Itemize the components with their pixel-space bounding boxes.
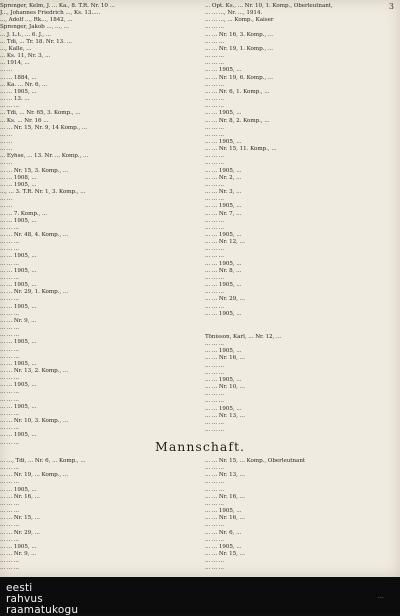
entry-line: ... ... 1905, ... <box>0 432 37 439</box>
entry-line: ... ... ... <box>205 398 225 405</box>
entry-line: ... ... ... <box>0 396 20 403</box>
entry-line: ... ... ... <box>205 419 225 426</box>
entry-line: ... ... 1905, ... <box>205 67 242 74</box>
entry-line: ... ... ... <box>0 522 20 529</box>
entry-line: ... ... 1905, ... <box>205 203 242 210</box>
right-column-upper-entries <box>205 3 395 318</box>
entry-line: ... ... ... <box>205 103 225 110</box>
entry-line: ... ... ... <box>205 131 225 138</box>
entry-line: ... ... <box>0 203 13 210</box>
entry-line: ... ... ... <box>205 500 225 507</box>
entry-line: ... ... ... <box>205 217 225 224</box>
entry-line: ... ... 1905, ... <box>205 508 242 515</box>
entry-line: ... ... ... <box>205 522 225 529</box>
entry-line: ... ... Nr. 12, ... <box>205 239 245 246</box>
entry-line: ... ... Nr. 29, ... <box>205 296 245 303</box>
entry-line: ... ... Nr. 13, ... <box>205 412 245 419</box>
entry-line: ... ... Nr. 8, 2. Komp., ... <box>205 117 270 124</box>
entry-line: ... ... ... <box>0 479 20 486</box>
entry-line: ... ... Nr. 19, 1. Komp., ... <box>205 45 274 52</box>
entry-line: ... ... 1905, ... <box>0 403 37 410</box>
entry-line: ... ... ... <box>0 325 20 332</box>
entry-line: ... ... 1905, ... <box>0 267 37 274</box>
entry-line: ... ... Nr. 6, ... <box>205 529 242 536</box>
entry-line: ... ... ... <box>205 181 225 188</box>
entry-line: ... ... 1905, ... <box>205 260 242 267</box>
entry-line: ... ... 7. Komp., ... <box>0 210 48 217</box>
page-number: 3 <box>388 2 394 11</box>
entry-line: ... ... <box>0 138 13 145</box>
entry-line: ... ... <box>0 146 13 153</box>
entry-line: ... ... 1905, ... <box>205 282 242 289</box>
entry-line: ... ... 1905, ... <box>205 110 242 117</box>
entry-line: ... ... Nr. 15, ... Komp., Oberleutnant <box>205 458 306 464</box>
entry-line: ... ... ..., ... Komp., Kaiser <box>205 17 274 24</box>
entry-line: ... ... 1905, ... <box>0 253 37 260</box>
section-heading: Mannschaft. <box>155 439 245 454</box>
entry-line: ..., ... 3. T.R. Nr. 1, 3. Komp., ... <box>0 189 86 196</box>
entry-line: ... ... Nr. 9, ... <box>0 317 37 324</box>
entry-line: ... ... ... <box>205 479 225 486</box>
entry-line: ... ... 1905, ... <box>0 543 37 550</box>
entry-line: ... ... ... <box>0 353 20 360</box>
entry-line: ... ... 1905, ... <box>0 303 37 310</box>
entry-line: ... ... Nr. 16, 3. Komp., ... <box>205 31 274 38</box>
footer-note: ... <box>377 592 384 600</box>
entry-line: ... ... ... <box>205 558 225 565</box>
entry-line: ... ..., Tdi, ... Nr. 6, ... Komp., ... <box>0 458 86 464</box>
entry-line: ... ... ... <box>0 224 20 231</box>
entry-line: ... Tdi, ... Tr. 18. Nr. 13. ... <box>0 38 72 45</box>
entry-line: ... ... ... <box>0 465 20 472</box>
entry-line: ... ... ... <box>0 274 20 281</box>
right-column-lower-entries <box>205 334 395 434</box>
entry-line: ... ... ... <box>205 565 225 572</box>
entry-line: ... ... 1905, ... <box>205 167 242 174</box>
entry-line: ... ... ... <box>0 565 20 572</box>
entry-line: ... Ka. ... Nr. 6, ... <box>0 81 48 88</box>
entry-line: ... ... ... <box>205 153 225 160</box>
entry-line: ... ... ... <box>205 124 225 131</box>
entry-line: Tönisson, Karl, ... Nr. 12, ... <box>205 334 282 340</box>
entry-line: ... ... 1908, ... <box>0 174 37 181</box>
entry-line: ... 1914, ... <box>0 60 30 67</box>
entry-line: ... ... ... <box>0 410 20 417</box>
left-column-entries <box>0 3 193 447</box>
entry-line: ... ... 1905, ... <box>205 310 242 317</box>
entry-line: ... ... Nr. 19, 6. Komp., ... <box>205 74 274 81</box>
entry-line: ... ... Nr. 16, ... <box>0 493 40 500</box>
entry-line: ... ... ... <box>205 536 225 543</box>
entry-line: ... ... 1905, ... <box>0 486 37 493</box>
entry-line: ... ... ... <box>205 427 225 434</box>
entry-line: ... ... Nr. 15, 3. Komp., ... <box>0 167 69 174</box>
entry-line: ... ... ... <box>0 260 20 267</box>
entry-line: ... ... ... <box>205 160 225 167</box>
entry-line: ... ... 1905, ... <box>205 232 242 238</box>
entry-line: ... ... Nr. 10, ... <box>205 384 245 391</box>
entry-line: ... ... ... <box>205 391 225 398</box>
entry-line: ... ... ... <box>205 369 225 376</box>
logo-line-1: eesti <box>6 582 33 594</box>
entry-line: ... ... ... <box>0 375 20 382</box>
viewer-footer <box>0 577 400 616</box>
entry-line: ... ... Nr. 9, ... <box>0 551 37 558</box>
entry-line: ... ... Nr. 2, ... <box>205 174 242 181</box>
entry-line: ... ... ... <box>205 289 225 296</box>
entry-line: ... ... ... <box>0 296 20 303</box>
entry-line: ... Ks. 11, Nr. 3, ... <box>0 53 51 60</box>
entry-line: ... ... ... <box>0 500 20 507</box>
entry-line: Sprenger, Kelm, J. ... Ka., 8. T.R. Nr. 10 ... <box>0 3 115 9</box>
entry-line: ... ... 1905, ... <box>0 282 37 289</box>
entry-line: ... Ks. ... Nr. 16 ... <box>0 117 49 124</box>
entry-line: ... ... Nr. 15, 11. Komp., ... <box>205 146 277 153</box>
entry-line: ... ... Nr. 15, ... <box>205 551 245 558</box>
entry-line: ... ... ..., Nr. ..., 1914. <box>205 10 263 17</box>
entry-line: ... ... 1905, ... <box>205 405 242 412</box>
logo-line-3: raamatukogu <box>6 604 79 616</box>
entry-line: ... ... ... <box>205 60 225 67</box>
entry-line: ... ... Nr. 7, ... <box>205 210 242 217</box>
entry-line: Sprenger, Jakob ..., ..., ... <box>0 24 69 31</box>
library-logo[interactable] <box>6 583 78 616</box>
entry-line: ... ... ... <box>205 24 225 31</box>
entry-line: ... ... ... <box>0 508 20 515</box>
entry-line: ... ... Nr. 8, ... <box>205 267 242 274</box>
entry-line: ... Opt. Ks., ... Nr. 10, 1. Komp., Oberleutnant, <box>205 3 333 9</box>
entry-line: ... ... <box>0 67 13 74</box>
entry-line: ... ... 1905, ... <box>205 376 242 383</box>
entry-line: ... ... ... <box>205 53 225 60</box>
entry-line: ... ... ... <box>0 346 20 353</box>
entry-line: ... Tdi, ... Nr. 65, 3. Komp., ... <box>0 110 81 117</box>
entry-line: ... ... ... <box>0 389 20 396</box>
entry-line: ... ... 1905, ... <box>205 138 242 145</box>
entry-line: ... ... ... <box>0 332 20 339</box>
entry-line: ... ... ... <box>205 38 225 45</box>
entry-line: ... ... 1905, ... <box>205 543 242 550</box>
entry-line: ... ... Nr. 16, ... <box>205 515 245 522</box>
entry-line: ... ... ... <box>0 103 20 110</box>
left-column-bottom-entries <box>0 458 193 573</box>
entry-line: ... ... ... <box>205 303 225 310</box>
entry-line: ... ... ... <box>205 196 225 203</box>
entry-line: ... ... Nr. 16, ... <box>205 493 245 500</box>
entry-line: ... ... ... <box>0 246 20 253</box>
entry-line: ... ... <box>0 196 13 203</box>
entry-line: ... ... 1905, ... <box>0 339 37 346</box>
entry-line: ..., Kalle, ... <box>0 45 32 52</box>
entry-line: ... ... 1905, ... <box>0 217 37 224</box>
entry-line: ... ... 1905, ... <box>0 88 37 95</box>
entry-line: ... ... 1905, ... <box>0 181 37 188</box>
entry-line: ... ... Nr. 16, ... <box>205 355 245 362</box>
entry-line: ... ... Nr. 29, 1. Komp., ... <box>0 289 69 296</box>
entry-line: ... ... ... <box>205 96 225 103</box>
entry-line: ... ... ... <box>205 253 225 260</box>
entry-line: ... ... Nr. 29, ... <box>0 529 40 536</box>
entry-line: ... ... ... <box>0 439 20 446</box>
entry-line: ... ... ... <box>205 81 225 88</box>
entry-line: ... ... ... <box>205 246 225 253</box>
entry-line: ..., Adolf ..., Rk..., 1842, ... <box>0 17 73 24</box>
entry-line: J..., Johannes Friedrich ..., Ks. 13..... <box>0 10 101 17</box>
entry-line: ... ... Nr. 15, ... <box>0 515 40 522</box>
entry-line: ... ... Nr. 15, Nr. 9, 14 Komp., ... <box>0 124 88 131</box>
entry-line: ... ... <box>0 131 13 138</box>
entry-line: ... ... 1884, ... <box>0 74 37 81</box>
logo-line-2: rahvus <box>6 593 43 605</box>
entry-line: ... ... Nr. 19, ... Komp., ... <box>0 472 68 479</box>
entry-line: ... ... ... <box>0 536 20 543</box>
entry-line: ... ... ... <box>0 425 20 432</box>
entry-line: ... Eyhse, ... 13. Nr. ... Komp., ... <box>0 153 89 160</box>
entry-line: ... ... <box>0 160 13 167</box>
entry-line: ... ... ... <box>0 310 20 317</box>
entry-line: ... ... ... <box>205 465 225 472</box>
entry-line: ... ... 1905, ... <box>0 360 37 367</box>
right-column-bottom-entries <box>205 458 395 573</box>
entry-line: ... ... Nr. 3, ... <box>205 189 242 196</box>
entry-line: ... ... Nr. 48, 4. Komp., ... <box>0 232 69 238</box>
entry-line: ... ... 1905, ... <box>205 348 242 355</box>
entry-line: ... ... ... <box>205 274 225 281</box>
entry-line: ... J. L.t., ... 6. J., ... <box>0 31 51 38</box>
entry-line: ... ... ... <box>0 558 20 565</box>
entry-line: ... ... 13. ... <box>0 96 30 103</box>
entry-line: ... ... 1905, ... <box>0 382 37 389</box>
entry-line: ... ... ... <box>205 362 225 369</box>
entry-line: ... ... ... <box>205 341 225 348</box>
entry-line: ... ... ... <box>0 239 20 246</box>
entry-line: ... ... Nr. 13, 2. Komp., ... <box>0 367 69 374</box>
entry-line: ... ... Nr. 6, 1. Komp., ... <box>205 88 270 95</box>
entry-line: ... ... ... <box>205 224 225 231</box>
entry-line: ... ... Nr. 10, 3. Komp., ... <box>0 418 69 425</box>
entry-line: ... ... Nr. 13, ... <box>205 472 245 479</box>
entry-line: ... ... ... <box>205 486 225 493</box>
